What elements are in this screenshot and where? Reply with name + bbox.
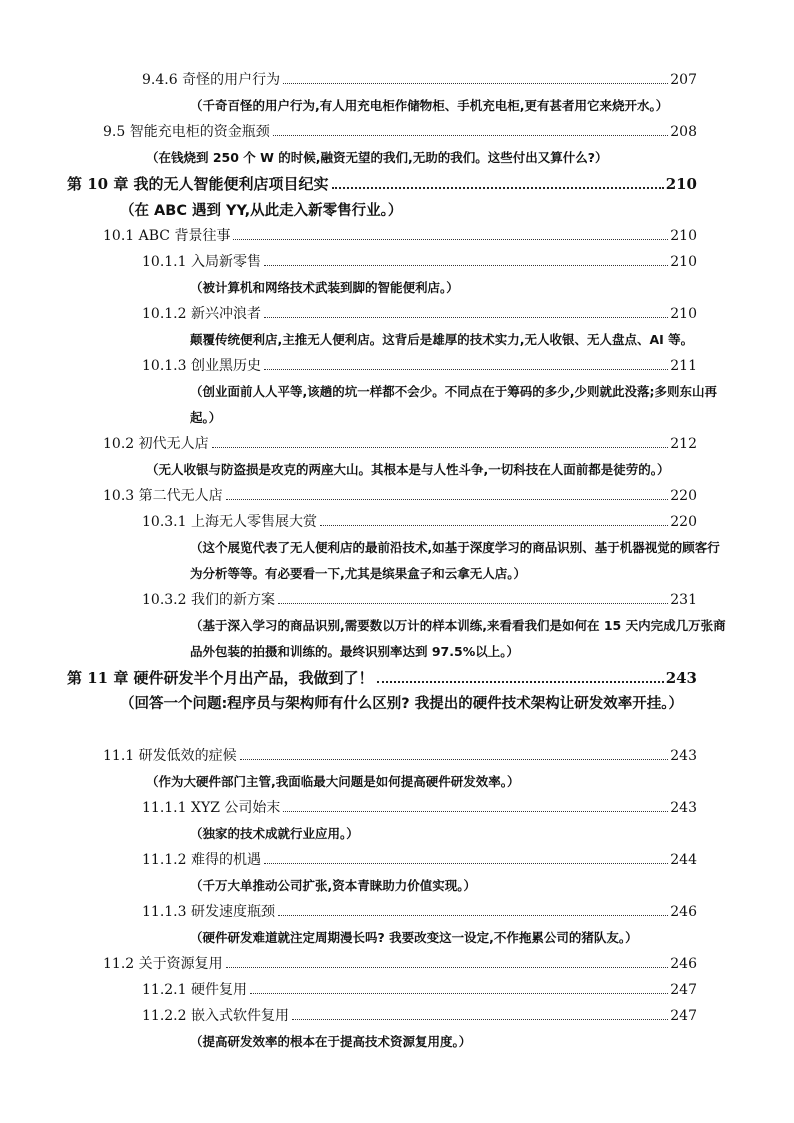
toc-entry-10-1-3[interactable]: [142, 356, 697, 376]
toc-description: （提高研发效率的根本在于提高技术资源复用度。）: [190, 1034, 472, 1049]
toc-description: （独家的技术成就行业应用。）: [190, 826, 359, 841]
leader-dots: [240, 758, 669, 760]
toc-description: （在 ABC 遇到 YY,从此走入新零售行业。）: [120, 203, 403, 219]
toc-entry-10-1[interactable]: [103, 226, 697, 246]
leader-dots: [264, 264, 668, 266]
toc-title: 11.1.1 XYZ 公司始末: [142, 800, 281, 816]
toc-entry-11-2-2[interactable]: [142, 1006, 697, 1026]
toc-title: 9.4.6 奇怪的用户行为: [142, 72, 281, 88]
toc-description: （在钱烧到 250 个 W 的时候,融资无望的我们,无助的我们。这些付出又算什么?）: [146, 150, 608, 165]
toc-title: 11.2 关于资源复用: [103, 956, 223, 972]
toc-page: 231: [670, 592, 697, 608]
leader-dots: [250, 992, 668, 994]
toc-title: 10.1.1 入局新零售: [142, 254, 261, 270]
toc-page: 220: [670, 514, 697, 530]
toc-entry-10-3[interactable]: [103, 486, 697, 506]
toc-description: （千万大单推动公司扩张,资本青睐助力价值实现。）: [190, 878, 476, 893]
toc-description: （作为大硬件部门主管,我面临最大问题是如何提高硬件研发效率。）: [146, 774, 520, 789]
toc-entry-10-3-2[interactable]: [142, 590, 697, 610]
toc-page: 210: [670, 254, 697, 270]
toc-page: 207: [670, 72, 697, 88]
toc-entry-11-1-3[interactable]: [142, 902, 697, 922]
toc-page: 247: [670, 1008, 697, 1024]
toc-page: 210: [670, 228, 697, 244]
toc-page: 243: [670, 800, 697, 816]
toc-page: 208: [670, 124, 697, 140]
leader-dots: [320, 524, 668, 526]
toc-entry-11-2-1[interactable]: [142, 980, 697, 1000]
toc-entry-10-1-1[interactable]: [142, 252, 697, 272]
toc-title: 11.1 研发低效的症候: [103, 748, 237, 764]
toc-title: 11.1.3 研发速度瓶颈: [142, 904, 275, 920]
toc-entry-9-4-6[interactable]: [142, 70, 697, 90]
toc-page: 220: [670, 488, 697, 504]
toc-entry-11-2[interactable]: [103, 954, 697, 974]
toc-chapter-11[interactable]: [67, 668, 697, 688]
leader-dots: [278, 914, 668, 916]
toc-title: 10.3.1 上海无人零售展大赏: [142, 514, 317, 530]
toc-title: 10.1 ABC 背景往事: [103, 228, 231, 244]
toc-title: 11.2.2 嵌入式软件复用: [142, 1008, 289, 1024]
toc-description: （创业面前人人平等,该趟的坑一样都不会少。不同点在于筹码的多少,少则就此没落;多则东山再起。）: [190, 384, 717, 425]
toc-entry-10-1-2[interactable]: [142, 304, 697, 324]
toc-entry-9-5[interactable]: [103, 122, 697, 142]
toc-description: （基于深入学习的商品识别,需要数以万计的样本训练,来看看我们是如何在 15 天内完成几万张商品外包装的拍摄和训练的。最终识别率达到 97.5%以上。）: [190, 618, 726, 659]
toc-title: 10.3.2 我们的新方案: [142, 592, 275, 608]
toc-description: （千奇百怪的用户行为,有人用充电柜作储物柜、手机充电柜,更有甚者用它来烧开水。）: [190, 98, 669, 113]
toc-page: 244: [670, 852, 697, 868]
leader-dots: [292, 1018, 668, 1020]
leader-dots: [377, 680, 664, 683]
toc-page: 246: [670, 956, 697, 972]
leader-dots: [233, 238, 668, 240]
toc-title: 第 10 章 我的无人智能便利店项目纪实: [67, 175, 329, 193]
toc-description: （回答一个问题:程序员与架构师有什么区别? 我提出的硬件技术架构让研发效率开挂。）: [120, 696, 684, 712]
toc-entry-11-1-2[interactable]: [142, 850, 697, 870]
leader-dots: [226, 966, 669, 968]
toc-page: 247: [670, 982, 697, 998]
toc-description: 颠覆传统便利店,主推无人便利店。这背后是雄厚的技术实力,无人收银、无人盘点、AI 等。: [190, 332, 694, 347]
leader-dots: [212, 446, 669, 448]
toc-title: 10.1.3 创业黑历史: [142, 358, 261, 374]
leader-dots: [264, 368, 668, 370]
leader-dots: [264, 862, 668, 864]
toc-title: 10.3 第二代无人店: [103, 488, 223, 504]
toc-chapter-10[interactable]: [67, 174, 697, 194]
toc-page: 210: [670, 306, 697, 322]
leader-dots: [226, 498, 669, 500]
toc-entry-10-3-1[interactable]: [142, 512, 697, 532]
leader-dots: [283, 82, 668, 84]
leader-dots: [278, 602, 668, 604]
toc-entry-10-2[interactable]: [103, 434, 697, 454]
toc-page: 210: [665, 175, 697, 193]
toc-title: 10.1.2 新兴冲浪者: [142, 306, 261, 322]
toc-description: （这个展览代表了无人便利店的最前沿技术,如基于深度学习的商品识别、基于机器视觉的顾客行为分析等等。有必要看一下,尤其是缤果盒子和云拿无人店。）: [190, 540, 720, 581]
toc-title: 11.1.2 难得的机遇: [142, 852, 261, 868]
toc-description: （硬件研发难道就注定周期漫长吗? 我要改变这一设定,不作拖累公司的猪队友。）: [190, 930, 638, 945]
toc-title: 10.2 初代无人店: [103, 436, 209, 452]
toc-description: （无人收银与防盗损是攻克的两座大山。其根本是与人性斗争,一切科技在人面前都是徒劳的。）: [146, 462, 670, 477]
leader-dots: [264, 316, 668, 318]
toc-page: 243: [665, 669, 697, 687]
toc-title: 9.5 智能充电柜的资金瓶颈: [103, 124, 270, 140]
toc-title: 第 11 章 硬件研发半个月出产品，我做到了！: [67, 669, 374, 687]
leader-dots: [273, 134, 669, 136]
toc-entry-11-1[interactable]: [103, 746, 697, 766]
toc-page: 243: [670, 748, 697, 764]
toc-page: 246: [670, 904, 697, 920]
toc-title: 11.2.1 硬件复用: [142, 982, 247, 998]
leader-dots: [283, 810, 668, 812]
leader-dots: [332, 186, 664, 189]
toc-page: 212: [670, 436, 697, 452]
toc-entry-11-1-1[interactable]: [142, 798, 697, 818]
toc-page: 211: [670, 358, 697, 374]
toc-description: （被计算机和网络技术武装到脚的智能便利店。）: [190, 280, 459, 295]
